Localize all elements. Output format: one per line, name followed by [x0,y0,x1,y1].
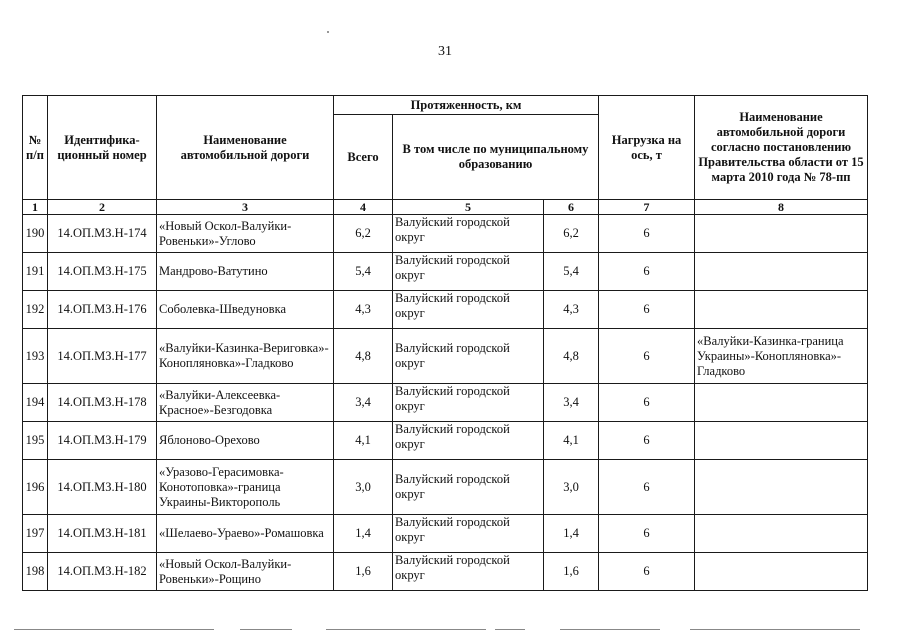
length-total: 6,2 [334,215,393,253]
axle-load: 6 [599,329,695,384]
row-number: 198 [23,553,48,591]
road-id: 14.ОП.МЗ.Н-182 [48,553,157,591]
municipal-district: Валуйский городской округ [393,553,544,591]
header-num: № п/п [23,96,48,200]
resolution-name [695,515,868,553]
page-bottom-rule [240,629,292,630]
table-row [23,422,868,460]
table-row [23,515,868,553]
row-number: 196 [23,460,48,515]
length-municipal: 1,4 [544,515,599,553]
length-municipal: 4,1 [544,422,599,460]
length-total: 5,4 [334,253,393,291]
header-resolution: Наименование автомобильной дороги согласно постановлению Правительства области от 15 марта 2010 года № 78-пп [695,96,868,200]
row-number: 195 [23,422,48,460]
municipal-district: Валуйский городской округ [393,291,544,329]
length-municipal: 3,0 [544,460,599,515]
length-municipal: 4,8 [544,329,599,384]
road-id: 14.ОП.МЗ.Н-176 [48,291,157,329]
page-bottom-rule [14,629,214,630]
road-name: «Шелаево-Ураево»-Ромашовка [157,515,334,553]
municipal-district: Валуйский городской округ [393,384,544,422]
road-id: 14.ОП.МЗ.Н-178 [48,384,157,422]
column-number: 7 [599,200,695,215]
axle-load: 6 [599,422,695,460]
column-number: 6 [544,200,599,215]
road-name: Яблоново-Орехово [157,422,334,460]
table-row [23,291,868,329]
length-total: 3,4 [334,384,393,422]
length-total: 1,4 [334,515,393,553]
table-row [23,253,868,291]
axle-load: 6 [599,253,695,291]
resolution-name [695,553,868,591]
resolution-name: «Валуйки-Казинка-граница Украины»-Конопляновка»-Гладково [695,329,868,384]
row-number: 192 [23,291,48,329]
road-id: 14.ОП.МЗ.Н-179 [48,422,157,460]
axle-load: 6 [599,460,695,515]
column-number: 1 [23,200,48,215]
resolution-name [695,215,868,253]
row-number: 191 [23,253,48,291]
roads-table [22,95,868,591]
resolution-name [695,460,868,515]
header-municipal: В том числе по муниципальному образованию [393,115,599,200]
length-total: 4,8 [334,329,393,384]
column-number: 4 [334,200,393,215]
length-municipal: 1,6 [544,553,599,591]
header-name: Наименование автомобильной дороги [157,96,334,200]
page-bottom-rule [690,629,860,630]
column-number: 5 [393,200,544,215]
table-row [23,215,868,253]
road-id: 14.ОП.МЗ.Н-175 [48,253,157,291]
road-name: «Валуйки-Алексеевка-Красное»-Безгодовка [157,384,334,422]
axle-load: 6 [599,384,695,422]
header-id: Идентифика-ционный номер [48,96,157,200]
road-id: 14.ОП.МЗ.Н-180 [48,460,157,515]
row-number: 190 [23,215,48,253]
road-name: «Новый Оскол-Валуйки-Ровеньки»-Рощино [157,553,334,591]
road-name: Мандрово-Ватутино [157,253,334,291]
column-number: 8 [695,200,868,215]
table-row [23,553,868,591]
length-municipal: 4,3 [544,291,599,329]
header-total: Всего [334,115,393,200]
length-municipal: 3,4 [544,384,599,422]
resolution-name [695,253,868,291]
axle-load: 6 [599,515,695,553]
resolution-name [695,291,868,329]
scan-speck [327,31,329,33]
road-id: 14.ОП.МЗ.Н-181 [48,515,157,553]
table-row [23,329,868,384]
municipal-district: Валуйский городской округ [393,215,544,253]
length-municipal: 5,4 [544,253,599,291]
column-number: 2 [48,200,157,215]
road-name: «Уразово-Герасимовка-Конотоповка»-граница Украины-Викторополь [157,460,334,515]
length-total: 3,0 [334,460,393,515]
resolution-name [695,384,868,422]
municipal-district: Валуйский городской округ [393,460,544,515]
header-length-group: Протяженность, км [334,96,599,115]
municipal-district: Валуйский городской округ [393,422,544,460]
axle-load: 6 [599,291,695,329]
page-bottom-rule [326,629,486,630]
road-name: «Валуйки-Казинка-Вериговка»-Конопляновка»-Гладково [157,329,334,384]
page-bottom-rule [560,629,660,630]
length-total: 1,6 [334,553,393,591]
length-total: 4,1 [334,422,393,460]
road-name: Соболевка-Шведуновка [157,291,334,329]
municipal-district: Валуйский городской округ [393,329,544,384]
length-total: 4,3 [334,291,393,329]
road-id: 14.ОП.МЗ.Н-174 [48,215,157,253]
municipal-district: Валуйский городской округ [393,515,544,553]
table-row [23,384,868,422]
page-number: 31 [438,44,452,59]
page-bottom-rule [495,629,525,630]
road-name: «Новый Оскол-Валуйки-Ровеньки»-Углово [157,215,334,253]
length-municipal: 6,2 [544,215,599,253]
axle-load: 6 [599,215,695,253]
row-number: 197 [23,515,48,553]
axle-load: 6 [599,553,695,591]
header-load: Нагрузка на ось, т [599,96,695,200]
resolution-name [695,422,868,460]
row-number: 193 [23,329,48,384]
table-row [23,460,868,515]
municipal-district: Валуйский городской округ [393,253,544,291]
row-number: 194 [23,384,48,422]
road-id: 14.ОП.МЗ.Н-177 [48,329,157,384]
column-number: 3 [157,200,334,215]
